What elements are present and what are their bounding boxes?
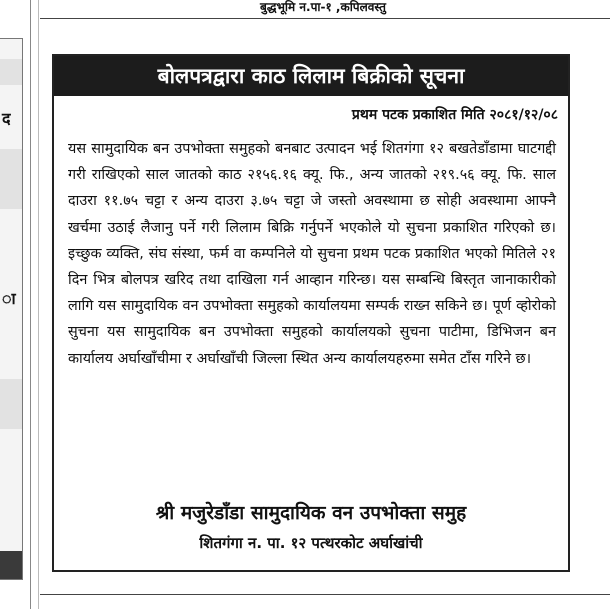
top-divider [40, 18, 610, 19]
organization-name: श्री मजुरेडाँडा सामुदायिक वन उपभोक्ता समुह [155, 502, 467, 524]
auction-notice [52, 54, 570, 572]
left-column-band [0, 59, 22, 85]
organization-address: शितगंगा न. पा. १२ पत्थरकोट अर्घाखांची [199, 534, 423, 552]
left-neighbour-column [0, 38, 23, 580]
notice-body: यस सामुदायिक बन उपभोक्ता समुहको बनबाट उत्पादन भई शितगंगा १२ बखतेडाँडामा घाटगद्दी गरी राखिएको साल जातको काठ २१५६.१६ क्यू. फि., अन्य जातको २१९.५६ क्यू. फि. साल दाउरा ११.७५ चट्टा र अन्य दाउरा ३.७५ चट्टा जे जस्तो अवस्थामा छ सोही अवस्थामा आफ्नै खर्चमा उठाई लैजानु पर्ने गरी लिलाम बिक्रि गर्नुपर्ने भएकोले यो सुचना प्रकाशित गरिएको छ। इच्छुक व्यक्ति, संघ संस्था, फर्म वा कम्पनिले यो सुचना प्रथम पटक प्रकाशित भएको मितिले २१ दिन भित्र बोलपत्र खरिद तथा दाखिला गर्न आव्हान गरिन्छ। यस सम्बन्धि बिस्तृत जानाकारीको लागि यस सामुदायिक वन उपभोक्ता समुहको कार्यालयमा सम्पर्क राख्न सकिने छ। पूर्ण व्होरोको सुचना यस सामुदायिक बन उपभोक्ता समुहको कार्यालयको सुचना पाटीमा, डिभिजन बन कार्यालय अर्घाखाँचीमा र अर्घाखाँची जिल्ला स्थित अन्य कार्यालयहरुमा समेत टाँस गरिने छ। [68, 141, 556, 367]
column-divider [30, 0, 31, 609]
left-column-band [0, 149, 22, 209]
next-article-frame [40, 594, 610, 609]
left-column-glyph: ा [2, 289, 16, 308]
left-column-band [0, 379, 22, 429]
publish-date: प्रथम पटक प्रकाशित मिति २०८१/१२/०८ [351, 107, 558, 123]
column-divider-inner [38, 0, 39, 609]
notice-title: बोलपत्रद्वारा काठ लिलाम बिक्रीको सूचना [54, 56, 568, 96]
previous-article-footer: बुद्धभूमि न.पा-१ ,कपिलवस्तु [260, 0, 386, 14]
left-column-dark-band [0, 551, 22, 579]
left-column-glyph: द [2, 109, 11, 128]
